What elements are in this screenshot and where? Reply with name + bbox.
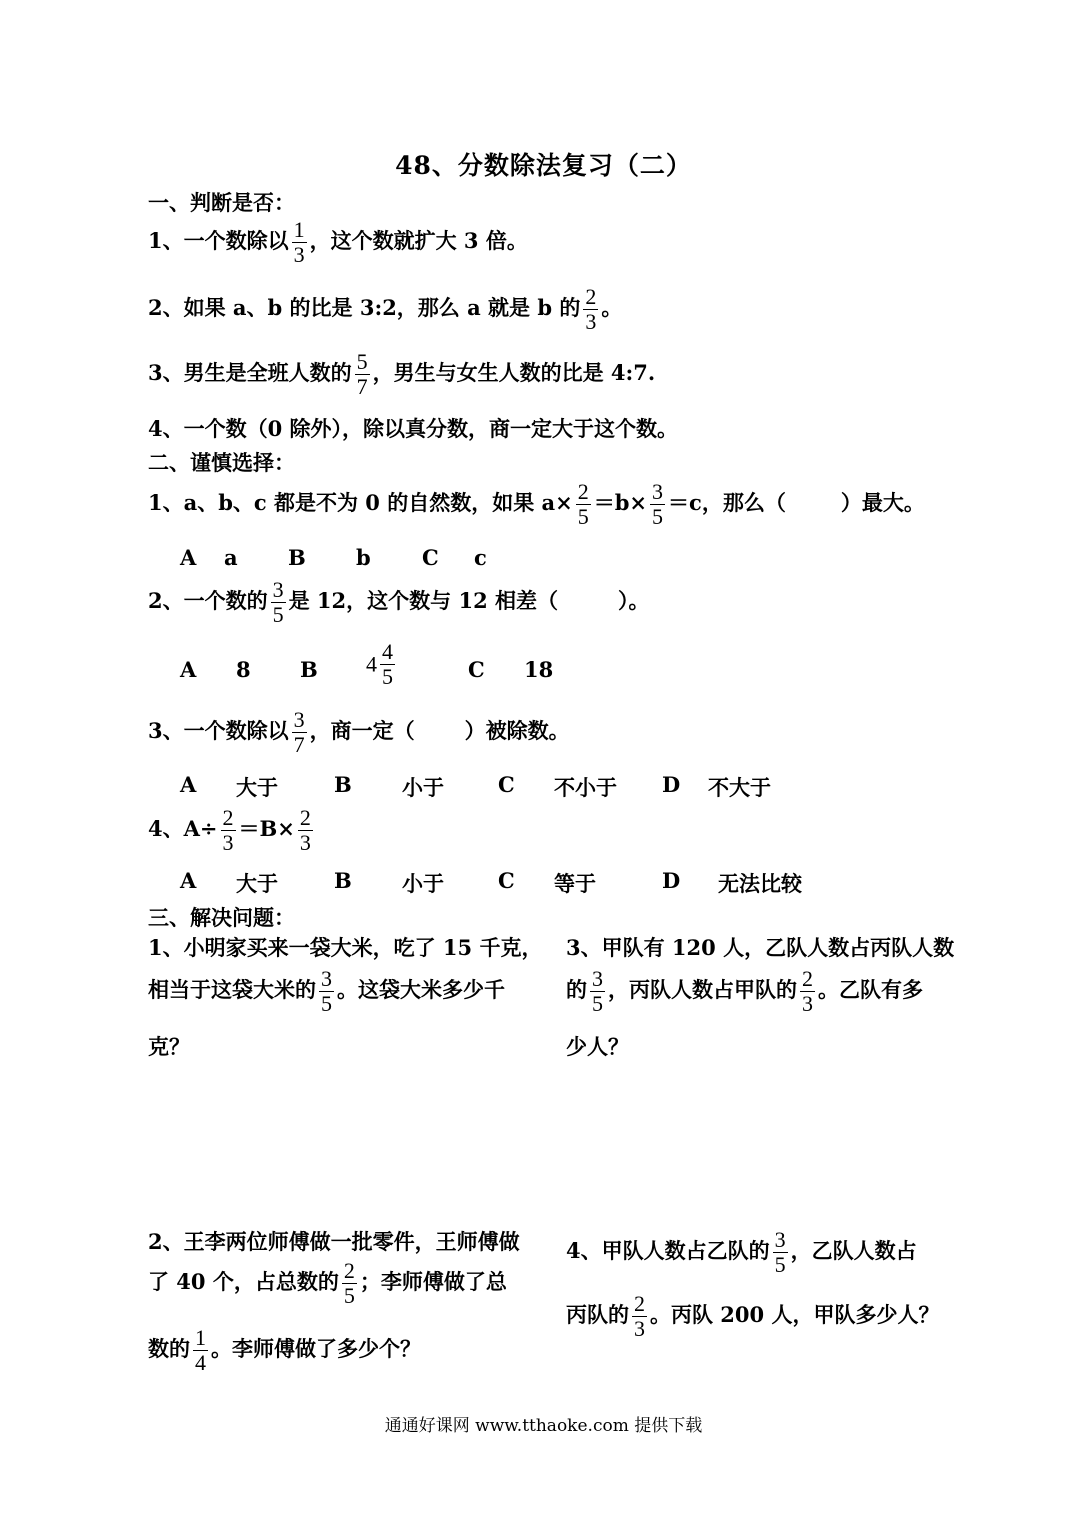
option-value-mixed-number: 4 $\frac{4}{5}$ xyxy=(366,639,393,689)
option-letter: B xyxy=(288,545,306,570)
option-letter: C xyxy=(468,657,485,682)
problem-3-line-3: 少人？ xyxy=(566,1034,629,1059)
fraction: $\frac{5}{7}$ xyxy=(356,349,368,399)
fraction: $\frac{2}{3}$ xyxy=(222,805,234,855)
choice-question-3: 3、一个数除以 $\frac{3}{7}$ ，商一定（ ）被除数。 xyxy=(148,707,570,757)
option-value: 小于 xyxy=(402,871,444,896)
option-letter: C xyxy=(498,772,515,797)
fraction: $\frac{2}{5}$ xyxy=(343,1258,355,1308)
choice-question-4: 4、A÷ $\frac{2}{3}$ ＝B× $\frac{2}{3}$ xyxy=(148,805,311,855)
fraction: $\frac{3}{5}$ xyxy=(272,577,284,627)
problem-3-line-2: 的 $\frac{3}{5}$ ，丙队人数占甲队的 $\frac{2}{3}$ 。乙队有多 xyxy=(566,966,923,1016)
fraction: $\frac{2}{3}$ xyxy=(634,1291,645,1341)
judge-question-3: 3、男生是全班人数的 $\frac{5}{7}$ ，男生与女生人数的比是 4:7. xyxy=(148,349,656,399)
judge-question-4: 4、一个数（0 除外），除以真分数，商一定大于这个数。 xyxy=(148,416,679,441)
problem-1-line-1: 1、小明家买来一袋大米，吃了 15 千克， xyxy=(148,935,543,960)
option-letter: A xyxy=(180,657,197,682)
fraction: $\frac{1}{4}$ xyxy=(195,1325,206,1375)
fraction: $\frac{1}{3}$ xyxy=(293,217,305,267)
option-value: 不大于 xyxy=(708,775,771,800)
fraction: $\frac{3}{5}$ xyxy=(592,966,603,1016)
option-letter: D xyxy=(662,868,681,893)
option-value: c xyxy=(474,545,487,570)
problem-2-line-1: 2、王李两位师傅做一批零件，王师傅做 xyxy=(148,1229,520,1254)
fraction: $\frac{3}{5}$ xyxy=(321,966,332,1016)
option-value: 小于 xyxy=(402,775,444,800)
option-value: b xyxy=(356,545,371,570)
problem-2-line-3: 数的 $\frac{1}{4}$ 。李师傅做了多少个？ xyxy=(148,1325,421,1375)
fraction: $\frac{2}{3}$ xyxy=(585,284,597,334)
option-letter: C xyxy=(422,545,439,570)
problem-1-line-2: 相当于这袋大米的 $\frac{3}{5}$ 。这袋大米多少千 xyxy=(148,966,505,1016)
fraction: $\frac{2}{3}$ xyxy=(802,966,813,1016)
option-letter: C xyxy=(498,868,515,893)
option-letter: A xyxy=(180,545,197,570)
option-value: 等于 xyxy=(554,871,596,896)
option-letter: A xyxy=(180,868,197,893)
option-value: 不小于 xyxy=(554,775,617,800)
option-value: 18 xyxy=(524,657,554,682)
section-heading-choice: 二、谨慎选择： xyxy=(148,450,295,475)
problem-4-line-1: 4、甲队人数占乙队的 $\frac{3}{5}$ ，乙队人数占 xyxy=(566,1227,917,1277)
option-letter: D xyxy=(662,772,681,797)
section-heading-problems: 三、解决问题： xyxy=(148,905,295,930)
fraction: $\frac{3}{5}$ xyxy=(652,479,664,529)
option-value: a xyxy=(224,545,238,570)
fraction: $\frac{3}{7}$ xyxy=(293,707,305,757)
judge-question-2: 2、如果 a、b 的比是 3:2，那么 a 就是 b 的 $\frac{2}{3}$ 。 xyxy=(148,284,623,334)
fraction: $\frac{2}{5}$ xyxy=(577,479,589,529)
option-letter: B xyxy=(300,657,318,682)
fraction: $\frac{2}{3}$ xyxy=(299,805,311,855)
option-value: 大于 xyxy=(236,775,278,800)
option-letter: A xyxy=(180,772,197,797)
option-letter: B xyxy=(334,868,352,893)
option-value: 大于 xyxy=(236,871,278,896)
section-heading-judge: 一、判断是否： xyxy=(148,190,295,215)
option-letter: B xyxy=(334,772,352,797)
choice-question-2: 2、一个数的 $\frac{3}{5}$ 是 12，这个数与 12 相差（ ）。 xyxy=(148,577,650,627)
problem-2-line-2: 了 40 个，占总数的 $\frac{2}{5}$ ；李师傅做了总 xyxy=(148,1258,507,1308)
judge-question-1: 1、一个数除以 $\frac{1}{3}$ ，这个数就扩大 3 倍。 xyxy=(148,217,528,267)
page-title: 48、分数除法复习（二） xyxy=(395,151,692,180)
footer-credit: 通通好课网 www.tthaoke.com 提供下载 xyxy=(384,1416,703,1436)
problem-4-line-2: 丙队的 $\frac{2}{3}$ 。丙队 200 人，甲队多少人？ xyxy=(566,1291,940,1341)
option-value: 无法比较 xyxy=(718,871,802,896)
choice-question-1: 1、a、b、c 都是不为 0 的自然数，如果 a× $\frac{2}{5}$ ＝b× $\frac{3}{5}$ ＝c，那么（ ）最大。 xyxy=(148,479,925,529)
problem-1-line-3: 克？ xyxy=(148,1034,190,1059)
fraction: $\frac{3}{5}$ xyxy=(774,1227,786,1277)
problem-3-line-1: 3、甲队有 120 人，乙队人数占丙队人数 xyxy=(566,935,955,960)
option-value: 8 xyxy=(236,657,251,682)
fraction: $\frac{4}{5}$ xyxy=(382,639,393,689)
